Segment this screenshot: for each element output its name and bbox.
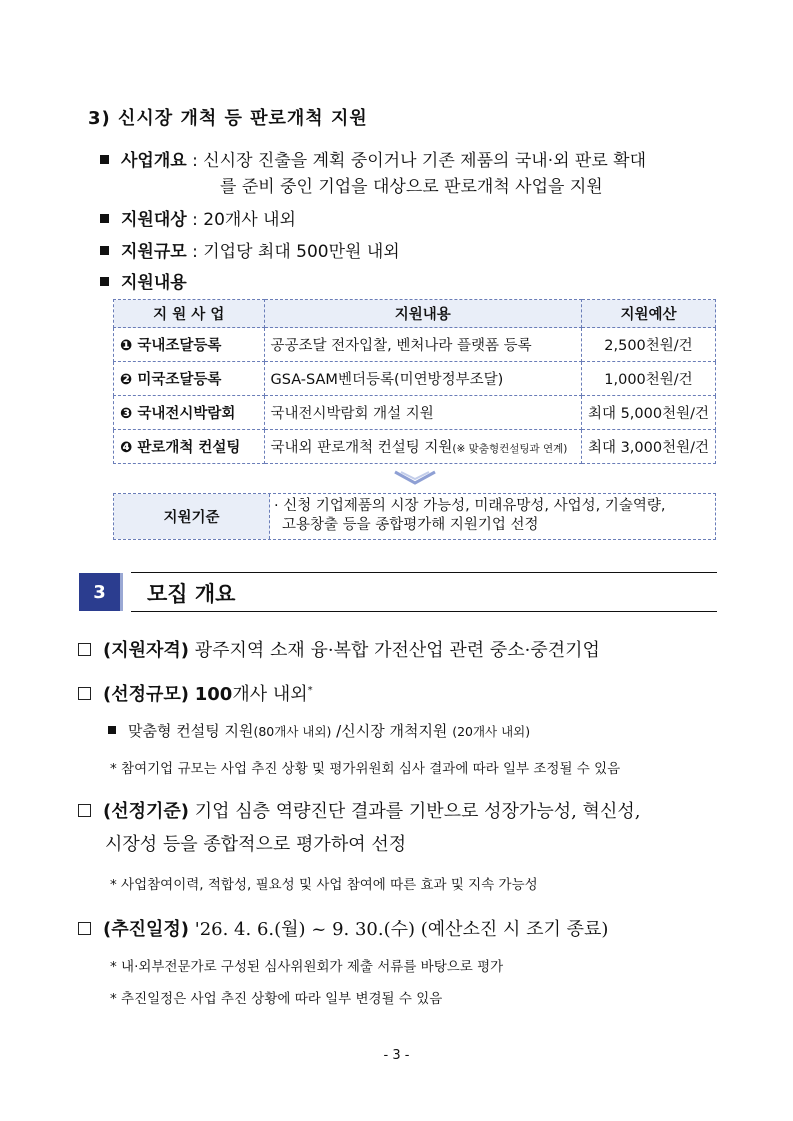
table-row bbox=[114, 396, 716, 430]
chevron-down-icon bbox=[393, 470, 437, 486]
checkbox-icon bbox=[78, 687, 91, 700]
program-budget: 1,000천원/건 bbox=[581, 362, 715, 396]
square-bullet-icon bbox=[108, 726, 116, 734]
square-bullet-icon bbox=[100, 214, 109, 223]
divider bbox=[131, 611, 717, 612]
criteria-item-text: 기업 심층 역량진단 결과를 기반으로 성장가능성, 혁신성, bbox=[194, 801, 641, 822]
selection-item bbox=[78, 680, 313, 706]
section-heading: 3) 신시장 개척 등 판로개척 지원 bbox=[88, 108, 368, 129]
content-row bbox=[100, 268, 187, 293]
program-content: 공공조달 전자입찰, 벤처나라 플랫폼 등록 bbox=[264, 328, 581, 362]
criteria-item-text-cont: 시장성 등을 종합적으로 평가하여 선정 bbox=[105, 834, 407, 855]
program-content: 국내외 판로개척 컨설팅 지원 bbox=[270, 440, 453, 456]
overview-text: 신시장 진출을 계획 중이거나 기존 제품의 국내·외 판로 확대 bbox=[203, 151, 647, 171]
eligibility-item bbox=[78, 636, 600, 662]
criteria-label: 지원기준 bbox=[114, 494, 270, 539]
checkbox-icon bbox=[78, 643, 91, 656]
program-budget: 2,500천원/건 bbox=[581, 328, 715, 362]
table-row bbox=[114, 328, 716, 362]
eligibility-text: 광주지역 소재 융·복합 가전산업 관련 중소·중견기업 bbox=[194, 640, 600, 661]
program-content: GSA-SAM벤더등록(미연방정부조달) bbox=[264, 362, 581, 396]
schedule-note: * 내·외부전문가로 구성된 심사위원회가 제출 서류를 바탕으로 평가 bbox=[110, 959, 504, 975]
target-value: 20개사 내외 bbox=[203, 210, 296, 230]
selection-count: 100 bbox=[194, 684, 233, 705]
selection-mark: * bbox=[307, 685, 313, 696]
checkbox-icon bbox=[78, 804, 91, 817]
program-name: ❶ 국내조달등록 bbox=[114, 328, 265, 362]
selection-sub-row bbox=[108, 720, 530, 741]
overview-label: 사업개요 bbox=[121, 151, 187, 171]
program-content-cell bbox=[264, 430, 581, 464]
criteria-note: * 사업참여이력, 적합성, 필요성 및 사업 참여에 따른 효과 및 지속 가능성 bbox=[110, 877, 538, 893]
table-row bbox=[114, 362, 716, 396]
criteria-item-label: (선정기준) bbox=[103, 801, 190, 822]
criteria-box bbox=[113, 493, 716, 540]
table-header-cell: 지원예산 bbox=[581, 300, 715, 328]
section-title: 모집 개요 bbox=[147, 582, 236, 606]
table-header-cell: 지원내용 bbox=[264, 300, 581, 328]
schedule-note: * 추진일정은 사업 추진 상황에 따라 일부 변경될 수 있음 bbox=[110, 991, 443, 1007]
square-bullet-icon bbox=[100, 246, 109, 255]
overview-text-cont: 를 준비 중인 기업을 대상으로 판로개척 사업을 지원 bbox=[220, 177, 603, 197]
table-header-cell: 지 원 사 업 bbox=[114, 300, 265, 328]
scale-label: 지원규모 bbox=[121, 242, 187, 262]
program-content: 국내전시박람회 개설 지원 bbox=[264, 396, 581, 430]
eligibility-label: (지원자격) bbox=[103, 640, 190, 661]
selection-sub-mid: /신시장 개척지원 bbox=[331, 722, 453, 740]
section-number-badge: 3 bbox=[79, 573, 123, 611]
page-number: - 3 - bbox=[383, 1048, 410, 1063]
criteria-text bbox=[274, 497, 665, 535]
divider bbox=[131, 572, 717, 573]
checkbox-icon bbox=[78, 922, 91, 935]
schedule-item bbox=[78, 915, 608, 941]
selection-sub-bold: 맞춤형 컨설팅 지원 bbox=[128, 722, 254, 740]
target-label: 지원대상 bbox=[121, 210, 187, 230]
selection-sub-small: (20개사 내외) bbox=[452, 724, 531, 739]
square-bullet-icon bbox=[100, 277, 109, 286]
table-header-row bbox=[114, 300, 716, 328]
selection-label: (선정규모) bbox=[103, 684, 190, 705]
criteria-line: · 신청 기업제품의 시장 가능성, 미래유망성, 사업성, 기술역량, bbox=[274, 498, 666, 514]
criteria-line: 고용창출 등을 종합평가해 지원기업 선정 bbox=[282, 517, 539, 533]
schedule-label: (추진일정) bbox=[103, 919, 190, 940]
program-name: ❹ 판로개척 컨설팅 bbox=[114, 430, 265, 464]
program-budget: 최대 3,000천원/건 bbox=[581, 430, 715, 464]
support-table bbox=[113, 299, 716, 464]
selection-sub-small: (80개사 내외) bbox=[253, 724, 332, 739]
schedule-text: '26. 4. 6.(월) ~ 9. 30.(수) (예산소진 시 조기 종료) bbox=[194, 919, 609, 940]
program-content-note: (※ 맞춤형컨설팅과 연계) bbox=[452, 443, 568, 455]
scale-row: 지원규모 : 기업당 최대 500만원 내외 bbox=[100, 237, 400, 262]
program-name: ❸ 국내전시박람회 bbox=[114, 396, 265, 430]
scale-value: 기업당 최대 500만원 내외 bbox=[203, 242, 400, 262]
square-bullet-icon bbox=[100, 155, 109, 164]
program-name: ❷ 미국조달등록 bbox=[114, 362, 265, 396]
criteria-item bbox=[78, 797, 640, 823]
selection-note: * 참여기업 규모는 사업 추진 상황 및 평가위원회 심사 결과에 따라 일부 조정될 수 있음 bbox=[110, 761, 621, 777]
overview-row: 사업개요 : 신시장 진출을 계획 중이거나 기존 제품의 국내·외 판로 확대 bbox=[100, 146, 646, 171]
target-row: 지원대상 : 20개사 내외 bbox=[100, 205, 296, 230]
selection-text: 개사 내외 bbox=[232, 684, 308, 705]
table-row bbox=[114, 430, 716, 464]
content-label: 지원내용 bbox=[121, 273, 187, 293]
program-budget: 최대 5,000천원/건 bbox=[581, 396, 715, 430]
